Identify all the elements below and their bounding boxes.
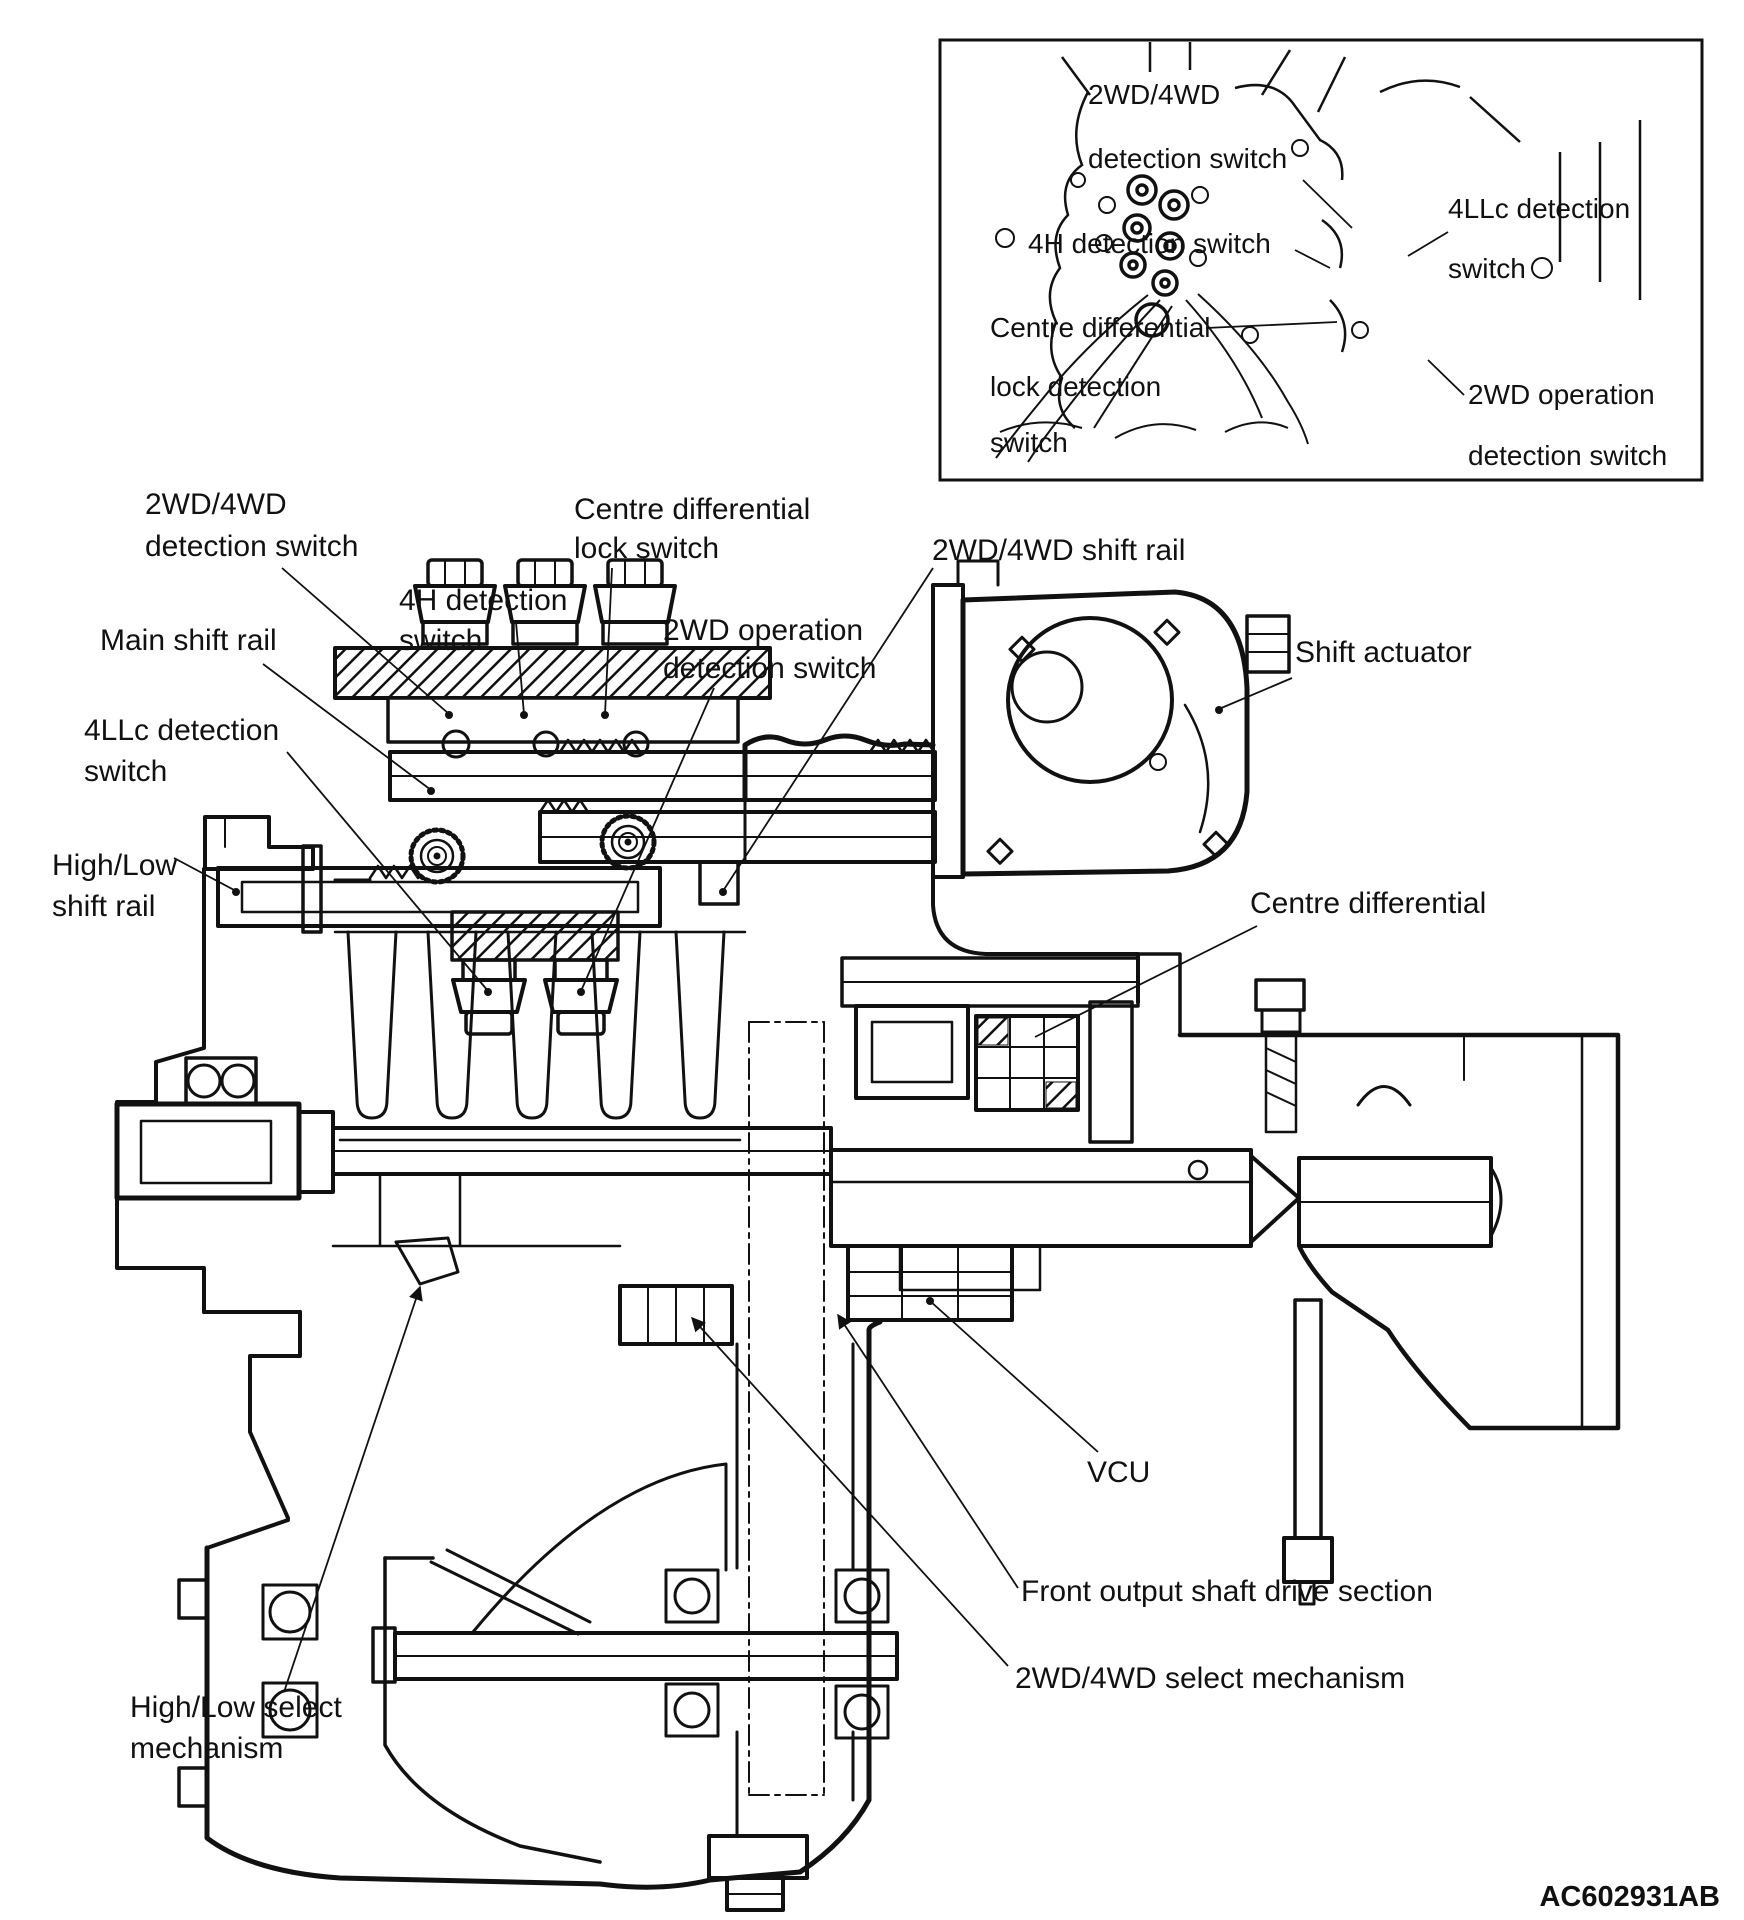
inset-box xyxy=(940,40,1702,480)
figure-code: AC602931AB xyxy=(1539,1881,1720,1913)
label-centre-differential: Centre differential xyxy=(1250,887,1487,920)
label-2wd-operation-line2: detection switch xyxy=(663,652,877,685)
inset-label-4llc-detection-line2: switch xyxy=(1448,253,1526,284)
interlock-pin-1 xyxy=(411,830,463,882)
label-2wd-operation-line1: 2WD operation xyxy=(663,614,864,647)
label-high-low-select-line2: mechanism xyxy=(130,1732,284,1765)
inset-label-2wd4wd-detection-line2: detection switch xyxy=(1088,143,1288,174)
label-2wd4wd-select-mechanism: 2WD/4WD select mechanism xyxy=(1015,1662,1406,1695)
label-high-low-select-line1: High/Low select xyxy=(130,1691,342,1724)
inset-label-centre-diff-lock-line2: lock detection xyxy=(990,371,1162,402)
label-centre-diff-lock-line1: Centre differential xyxy=(574,493,811,526)
label-high-low-shift-rail-line2: shift rail xyxy=(52,890,156,923)
label-shift-actuator: Shift actuator xyxy=(1295,636,1472,669)
inset-label-2wd4wd-detection-line1: 2WD/4WD xyxy=(1088,79,1221,110)
vcu-drawing xyxy=(848,1246,1012,1320)
lower-switch-2 xyxy=(545,960,617,1034)
label-vcu: VCU xyxy=(1087,1456,1151,1489)
label-2wd4wd-shift-rail: 2WD/4WD shift rail xyxy=(932,534,1186,567)
label-2wd4wd-detection-line1: 2WD/4WD xyxy=(145,488,287,521)
inset-label-4llc-detection-line1: 4LLc detection xyxy=(1448,193,1631,224)
label-centre-diff-lock-line2: lock switch xyxy=(574,532,720,565)
centre-differential-drawing xyxy=(842,877,1138,1142)
inset-label-centre-diff-lock-line3: switch xyxy=(990,427,1068,458)
inset-label-2wd-operation-line1: 2WD operation xyxy=(1468,379,1655,410)
label-4llc-detection-line1: 4LLc detection xyxy=(84,714,280,747)
label-4h-detection-line1: 4H detection xyxy=(399,584,568,617)
shift-rails-drawing xyxy=(218,740,935,932)
front-output-housing-drawing xyxy=(179,1238,897,1910)
label-2wd4wd-detection-line2: detection switch xyxy=(145,530,359,563)
inset-label-centre-diff-lock-line1: Centre differential xyxy=(990,312,1211,343)
inset-label-2wd-operation-line2: detection switch xyxy=(1468,440,1668,471)
label-main-shift-rail: Main shift rail xyxy=(100,624,277,657)
main-drawing xyxy=(117,560,1618,1910)
label-front-output-shaft: Front output shaft drive section xyxy=(1021,1575,1433,1608)
shift-actuator-drawing xyxy=(745,561,1289,877)
inset-label-4h-detection: 4H detection switch xyxy=(1028,228,1271,259)
main-shaft-drawing xyxy=(117,1104,1501,1246)
label-4llc-detection-line2: switch xyxy=(84,755,168,788)
label-high-low-shift-rail-line1: High/Low xyxy=(52,849,178,882)
label-4h-detection-line2: switch xyxy=(399,624,483,657)
rear-housing-drawing xyxy=(900,954,1618,1604)
